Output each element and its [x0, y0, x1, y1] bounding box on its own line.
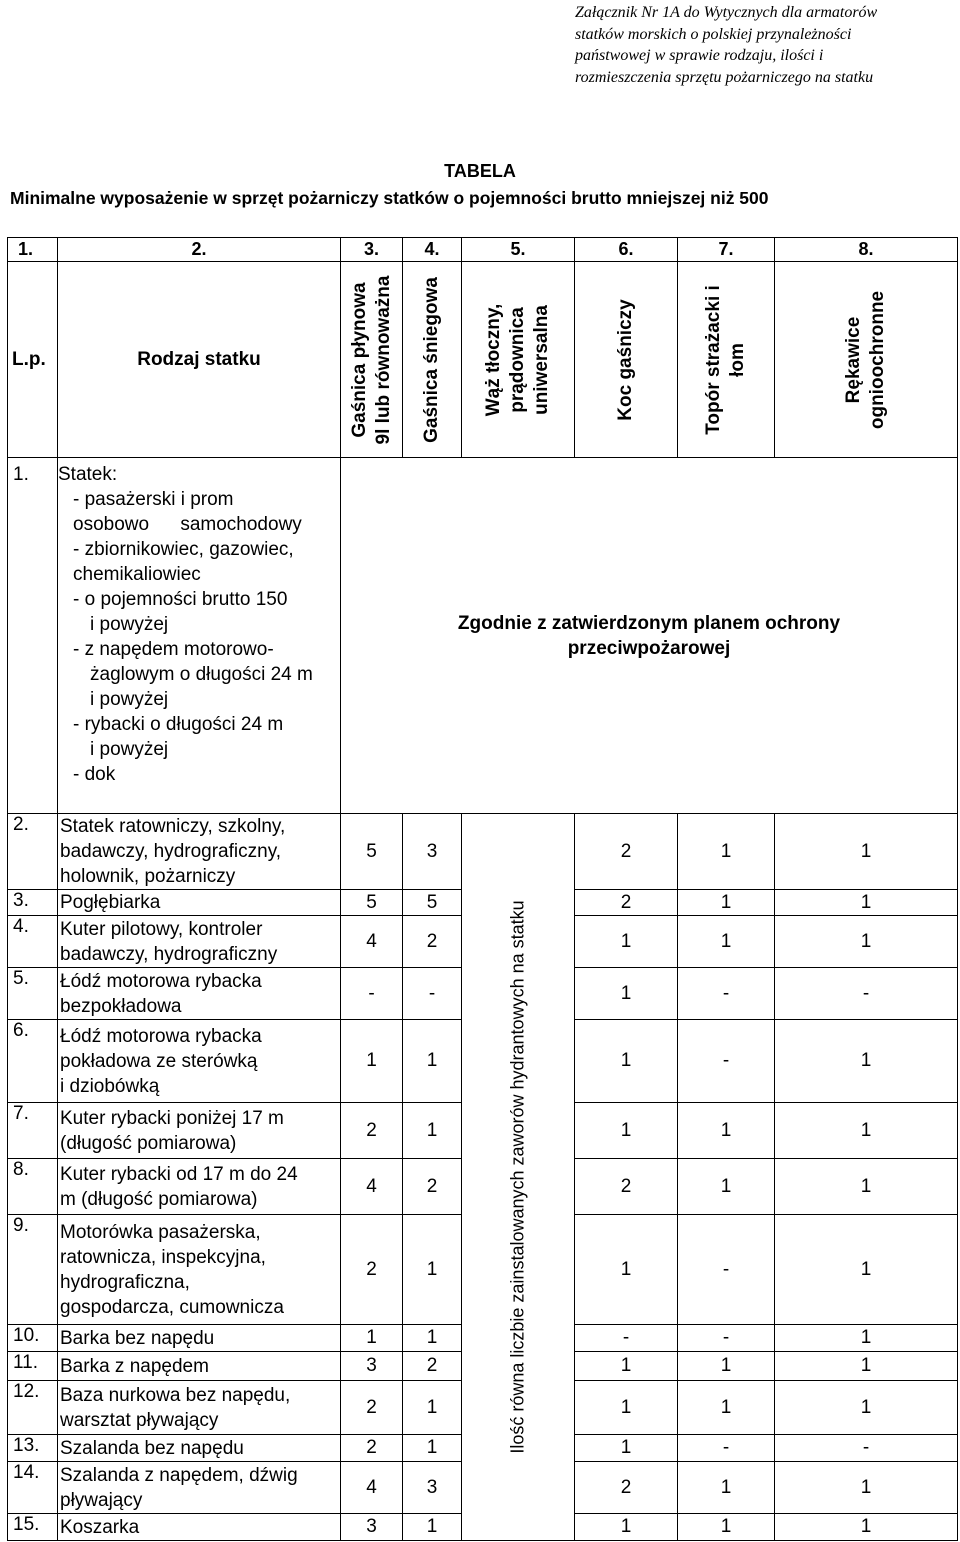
row-number: 5. [8, 968, 58, 1020]
merged-line: przeciwpożarowej [567, 637, 731, 659]
annex-line: statków morskich o polskiej przynależności [575, 25, 852, 43]
value-snow-extinguisher: 1 [403, 1435, 462, 1462]
value-gloves: 1 [775, 1352, 958, 1381]
desc-line: gospodarcza, cumownicza [60, 1296, 284, 1318]
header-text: Wąż tłoczny, [483, 303, 504, 416]
row-description [58, 1435, 341, 1462]
annex-line: rozmieszczenia sprzętu pożarniczego na statku [575, 68, 874, 86]
value-gloves: 1 [775, 1325, 958, 1352]
value-liquid-extinguisher: 5 [341, 814, 403, 890]
desc-line: Baza nurkowa bez napędu, [60, 1384, 291, 1406]
desc-line: pokładowa ze sterówką [60, 1050, 258, 1072]
equipment-table [7, 237, 958, 1541]
value-axe: - [678, 1020, 775, 1103]
hydrant-note: Ilość równa liczbie zainstalowanych zaworów hydrantowych na statku [507, 900, 528, 1454]
value-liquid-extinguisher: 4 [341, 916, 403, 968]
value-liquid-extinguisher: 2 [341, 1435, 403, 1462]
value-snow-extinguisher: 1 [403, 1215, 462, 1325]
row-description [58, 890, 341, 916]
value-axe: 1 [678, 916, 775, 968]
desc-line: Kuter rybacki poniżej 17 m [60, 1107, 284, 1129]
value-liquid-extinguisher: 5 [341, 890, 403, 916]
value-fire-blanket: 1 [575, 1020, 678, 1103]
value-fire-blanket: 1 [575, 1435, 678, 1462]
value-axe: 1 [678, 1352, 775, 1381]
row-description [58, 1325, 341, 1352]
desc-line: Szalanda bez napędu [60, 1437, 244, 1459]
value-snow-extinguisher: 2 [403, 1159, 462, 1215]
value-snow-extinguisher: 1 [403, 1381, 462, 1435]
col-number: 5. [462, 238, 575, 262]
column-number-row [8, 238, 958, 262]
row-description [58, 968, 341, 1020]
col-number: 2. [58, 238, 341, 262]
value-gloves: 1 [775, 1462, 958, 1514]
col-number: 8. [775, 238, 958, 262]
header-axe [678, 262, 775, 458]
table-row [8, 458, 958, 814]
value-gloves: 1 [775, 814, 958, 890]
desc-line: i powyżej [90, 739, 169, 760]
desc-line: chemikaliowiec [73, 564, 201, 585]
col-number: 4. [403, 238, 462, 262]
value-liquid-extinguisher: 1 [341, 1325, 403, 1352]
desc-line: Barka z napędem [60, 1355, 209, 1377]
header-text: Koc gaśniczy [615, 298, 636, 421]
value-snow-extinguisher: 1 [403, 1325, 462, 1352]
header-hose [462, 262, 575, 458]
desc-line: badawczy, hydrograficzny [60, 943, 278, 965]
row-number: 1. [8, 458, 58, 814]
row-description [58, 1462, 341, 1514]
value-fire-blanket: 1 [575, 1352, 678, 1381]
value-fire-blanket: 1 [575, 1215, 678, 1325]
value-liquid-extinguisher: 2 [341, 1215, 403, 1325]
desc-line: Łódź motorowa rybacka [60, 1025, 262, 1047]
value-gloves: 1 [775, 1159, 958, 1215]
value-gloves: - [775, 968, 958, 1020]
value-fire-blanket: 2 [575, 890, 678, 916]
row-number: 4. [8, 916, 58, 968]
header-text: łom [727, 342, 748, 377]
value-gloves: 1 [775, 1381, 958, 1435]
desc-line: i powyżej [90, 689, 169, 710]
value-fire-blanket: 1 [575, 1381, 678, 1435]
annex-note [575, 2, 955, 88]
value-axe: - [678, 1325, 775, 1352]
row-number: 15. [8, 1514, 58, 1541]
value-snow-extinguisher: 1 [403, 1103, 462, 1159]
desc-line: - rybacki o długości 24 m [73, 714, 284, 735]
desc-line: pływający [60, 1489, 143, 1511]
value-snow-extinguisher: 1 [403, 1514, 462, 1541]
col-number: 6. [575, 238, 678, 262]
row-number: 12. [8, 1381, 58, 1435]
desc-line: badawczy, hydrograficzny, [60, 841, 282, 862]
value-axe: - [678, 968, 775, 1020]
value-liquid-extinguisher: 4 [341, 1462, 403, 1514]
value-liquid-extinguisher: 2 [341, 1103, 403, 1159]
row-description [58, 1103, 341, 1159]
value-axe: - [678, 1435, 775, 1462]
row-number: 9. [8, 1215, 58, 1325]
desc-line: i powyżej [90, 614, 169, 635]
value-axe: 1 [678, 814, 775, 890]
desc-line: Kuter pilotowy, kontroler [60, 918, 263, 940]
value-fire-blanket: 2 [575, 1462, 678, 1514]
value-liquid-extinguisher: - [341, 968, 403, 1020]
desc-line: Łódź motorowa rybacka [60, 970, 262, 992]
header-text: Gaśnica śniegowa [421, 276, 442, 443]
value-fire-blanket: 1 [575, 1103, 678, 1159]
value-fire-blanket: - [575, 1325, 678, 1352]
row-description [58, 1159, 341, 1215]
value-liquid-extinguisher: 2 [341, 1381, 403, 1435]
value-gloves: 1 [775, 1020, 958, 1103]
desc-line: Koszarka [60, 1516, 140, 1538]
annex-line: państwowej w sprawie rodzaju, ilości i [575, 47, 824, 64]
value-axe: 1 [678, 1514, 775, 1541]
value-gloves: - [775, 1435, 958, 1462]
desc-line: - o pojemności brutto 150 [73, 589, 288, 610]
desc-line: i dziobówką [60, 1075, 160, 1097]
desc-line: holownik, pożarniczy [60, 866, 236, 887]
col-number: 3. [341, 238, 403, 262]
value-fire-blanket: 1 [575, 968, 678, 1020]
desc-line: Pogłębiarka [60, 892, 161, 913]
header-ship-type: Rodzaj statku [58, 262, 341, 458]
annex-line: Załącznik Nr 1A do Wytycznych dla armatorów [575, 4, 878, 21]
row-description [58, 1020, 341, 1103]
row-number: 13. [8, 1435, 58, 1462]
value-axe: 1 [678, 890, 775, 916]
table-subtitle: Minimalne wyposażenie w sprzęt pożarniczy statków o pojemności brutto mniejszej niż 500 [10, 188, 769, 208]
row-description [58, 1514, 341, 1541]
row-description [58, 1381, 341, 1435]
value-gloves: 1 [775, 916, 958, 968]
desc-line: - z napędem motorowo- [73, 639, 274, 660]
desc-line: Kuter rybacki od 17 m do 24 [60, 1163, 298, 1185]
hydrant-note-cell [462, 814, 575, 1541]
desc-line: osobowo samochodowy [73, 514, 302, 535]
desc-line: Statek ratowniczy, szkolny, [60, 816, 286, 837]
value-snow-extinguisher: 1 [403, 1020, 462, 1103]
desc-line: ratownicza, inspekcyjna, [60, 1246, 266, 1268]
merged-plan-note [341, 458, 958, 814]
header-snow-extinguisher [403, 262, 462, 458]
value-fire-blanket: 1 [575, 1514, 678, 1541]
row-number: 8. [8, 1159, 58, 1215]
header-text: Gaśnica płynowa [348, 281, 370, 438]
header-row [8, 262, 958, 458]
value-liquid-extinguisher: 4 [341, 1159, 403, 1215]
header-text: prądownica [507, 306, 528, 413]
value-liquid-extinguisher: 3 [341, 1352, 403, 1381]
value-fire-blanket: 2 [575, 1159, 678, 1215]
row-description [58, 1215, 341, 1325]
header-text: uniwersalna [531, 304, 552, 415]
desc-line: Motorówka pasażerska, [60, 1221, 261, 1243]
desc-line: żaglowym o długości 24 m [90, 664, 313, 685]
value-axe: 1 [678, 1462, 775, 1514]
header-text: Rękawice [843, 316, 864, 403]
value-snow-extinguisher: 2 [403, 1352, 462, 1381]
value-axe: 1 [678, 1381, 775, 1435]
row-number: 2. [8, 814, 58, 890]
value-snow-extinguisher: 2 [403, 916, 462, 968]
value-axe: 1 [678, 1159, 775, 1215]
header-liquid-extinguisher [341, 262, 403, 458]
desc-line: Szalanda z napędem, dźwig [60, 1464, 298, 1486]
desc-line: bezpokładowa [60, 995, 182, 1017]
row-number: 14. [8, 1462, 58, 1514]
value-gloves: 1 [775, 1103, 958, 1159]
row-number: 11. [8, 1352, 58, 1381]
row-description [58, 1352, 341, 1381]
merged-line: Zgodnie z zatwierdzonym planem ochrony [457, 612, 841, 634]
value-fire-blanket: 2 [575, 814, 678, 890]
value-fire-blanket: 1 [575, 916, 678, 968]
value-gloves: 1 [775, 1514, 958, 1541]
desc-line: Statek: [58, 464, 118, 485]
desc-line: (długość pomiarowa) [60, 1132, 237, 1154]
value-axe: 1 [678, 1103, 775, 1159]
row-number: 3. [8, 890, 58, 916]
col-number: 1. [8, 238, 58, 262]
value-liquid-extinguisher: 3 [341, 1514, 403, 1541]
header-lp: L.p. [8, 262, 58, 458]
row-description [58, 458, 341, 814]
header-fire-blanket [575, 262, 678, 458]
desc-line: warsztat pływający [60, 1409, 219, 1431]
value-snow-extinguisher: 3 [403, 1462, 462, 1514]
header-gloves [775, 262, 958, 458]
header-text: Topór strażacki i [703, 284, 724, 435]
header-text: ognioochronne [867, 290, 888, 429]
desc-line: m (długość pomiarowa) [60, 1188, 258, 1210]
desc-line: - dok [73, 764, 116, 785]
table-row [8, 814, 958, 890]
value-snow-extinguisher: 5 [403, 890, 462, 916]
row-number: 6. [8, 1020, 58, 1103]
col-number: 7. [678, 238, 775, 262]
value-axe: - [678, 1215, 775, 1325]
value-liquid-extinguisher: 1 [341, 1020, 403, 1103]
table-title: TABELA [444, 161, 516, 181]
row-description [58, 916, 341, 968]
desc-line: Barka bez napędu [60, 1327, 215, 1349]
value-gloves: 1 [775, 1215, 958, 1325]
desc-line: - pasażerski i prom [73, 489, 234, 510]
value-gloves: 1 [775, 890, 958, 916]
row-description [58, 814, 341, 890]
row-number: 10. [8, 1325, 58, 1352]
value-snow-extinguisher: - [403, 968, 462, 1020]
desc-line: - zbiornikowiec, gazowiec, [73, 539, 294, 560]
desc-line: hydrograficzna, [60, 1271, 190, 1293]
header-text: 9l lub równoważna [372, 275, 394, 444]
row-number: 7. [8, 1103, 58, 1159]
value-snow-extinguisher: 3 [403, 814, 462, 890]
